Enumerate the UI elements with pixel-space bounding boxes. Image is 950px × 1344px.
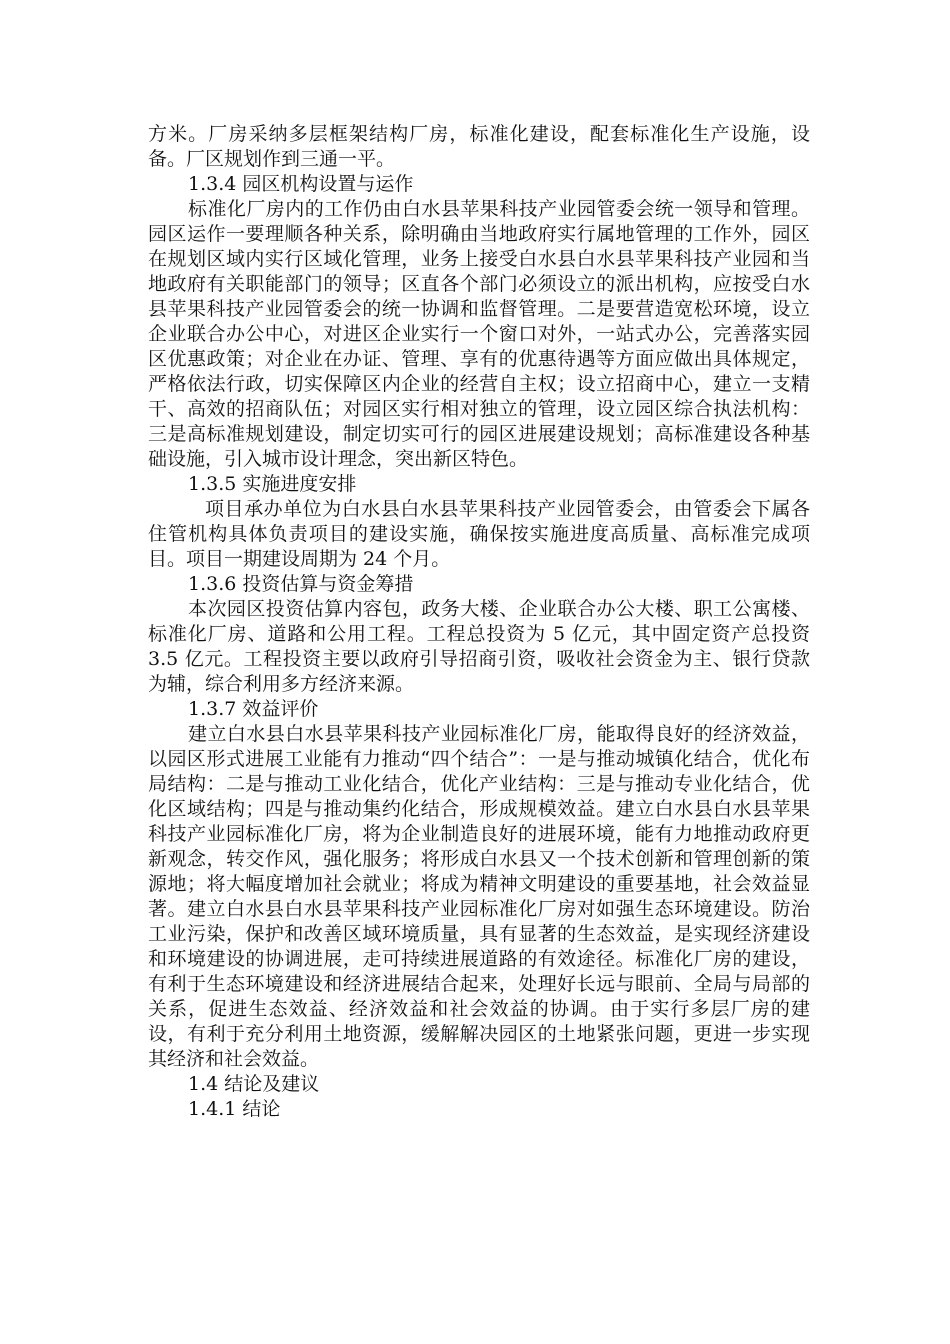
paragraph-park-operation: 标准化厂房内的工作仍由白水县苹果科技产业园管委会统一领导和管理。 园区运作一要理顺各种关系，除明确由当地政府实行属地管理的工作外，园区在规划区域内实行区域化管理，业务上接受白水县白水县苹果科技产业园和当地政府有关职能部门的领导；区直各个部门必须设立的派出机构，应按受白水县苹果科技产业园管委会的统一协调和监督管理。二是要营造宽松环境，设立企业联合办公中心，对进区企业实行一个窗口对外，一站式办公，完善落实园区优惠政策；对企业在办证、管理、享有的优惠待遇等方面应做出具体规定，严格依法行政，切实保障区内企业的经营自主权；设立招商中心，建立一支精干、高效的招商队伍；对园区实行相对独立的管理，设立园区综合执法机构：三是高标准规划建设，制定切实可行的园区进展建设规划；高标准建设各种基础设施，引入城市设计理念，突出新区特色。 [148,198,810,470]
heading-1-3-5: 1.3.5 实施进度安排 [188,473,357,495]
paragraph-investment: 本次园区投资估算内容包，政务大楼、企业联合办公大楼、职工公寓楼、标准化厂房、道路和公用工程。工程总投资为 5 亿元，其中固定资产总投资 3.5 亿元。工程投资主要以政府引导招商引资，吸收社会资金为主、银行贷款为辅，综合利用多方经济来源。 [148,598,810,695]
heading-1-3-6: 1.3.6 投资估算与资金筹措 [188,573,414,595]
heading-1-4-1: 1.4.1 结论 [188,1098,281,1120]
heading-1-3-4: 1.3.4 园区机构设置与运作 [188,173,414,195]
paragraph-schedule: 项目承办单位为白水县白水县苹果科技产业园管委会，由管委会下属各住管机构具体负责项目的建设实施，确保按实施进度高质量、高标准完成项目。项目一期建设周期为 24 个月。 [148,498,810,570]
document-page [148,122,810,1122]
heading-1-3-7: 1.3.7 效益评价 [188,698,319,720]
paragraph-factory-layout: 方米。厂房采纳多层框架结构厂房，标准化建设，配套标准化生产设施，设备。厂区规划作到三通一平。 [148,123,810,170]
heading-1-4: 1.4 结论及建议 [188,1073,320,1095]
paragraph-benefit-evaluation: 建立白水县白水县苹果科技产业园标准化厂房，能取得良好的经济效益，以园区形式进展工业能有力推动“四个结合”：一是与推动城镇化结合，优化布局结构：二是与推动工业化结合，优化产业结构：三是与推动专业化结合，优化区域结构；四是与推动集约化结合，形成规模效益。建立白水县白水县苹果科技产业园标准化厂房，将为企业制造良好的进展环境，能有力地推动政府更新观念，转交作风，强化服务；将形成白水县又一个技术创新和管理创新的策源地；将大幅度增加社会就业；将成为精神文明建设的重要基地，社会效益显著。建立白水县白水县苹果科技产业园标准化厂房对如强生态环境建设。防治工业污染，保护和改善区域环境质量，具有显著的生态效益，是实现经济建设和环境建设的协调进展，走可持续进展道路的有效途径。标准化厂房的建设，有利于生态环境建设和经济进展结合起来，处理好长远与眼前、全局与局部的关系，促进生态效益、经济效益和社会效益的协调。由于实行多层厂房的建设，有利于充分利用土地资源，缓解解决园区的土地紧张问题，更进一步实现其经济和社会效益。 [148,723,810,1070]
